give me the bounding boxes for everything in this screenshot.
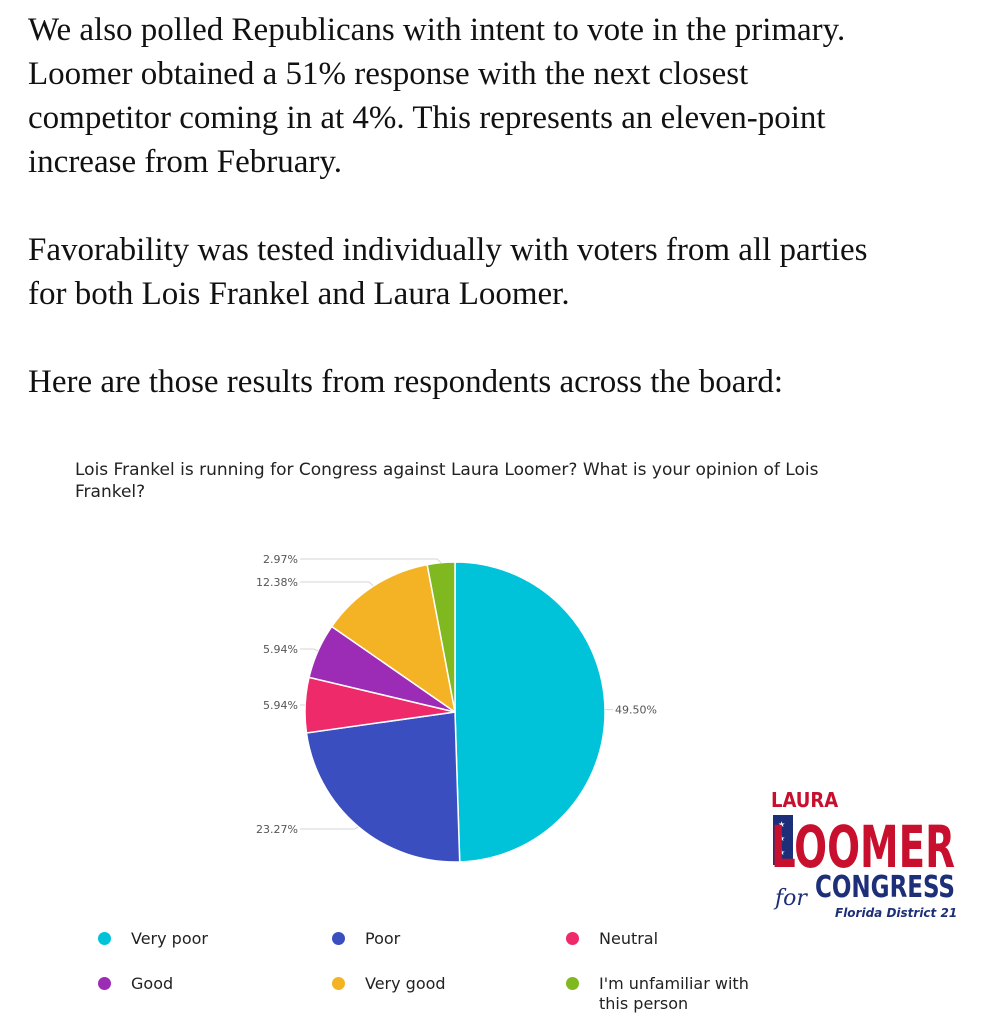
legend-swatch (98, 977, 111, 990)
legend-label: Very good (365, 974, 446, 993)
favorability-paragraph: Favorability was tested individually with voters from all parties for both Lois Frankel and Laura Loomer. (28, 232, 868, 312)
leader-line (300, 582, 373, 586)
chart-legend (0, 925, 999, 1025)
legend-item (566, 974, 769, 1014)
data-label: 5.94% (263, 643, 298, 656)
leader-line (300, 649, 318, 651)
legend-swatch (98, 932, 111, 945)
results-paragraph: Here are those results from respondents across the board: (28, 364, 784, 400)
legend-label: Very poor (131, 929, 208, 948)
svg-text:★: ★ (778, 848, 786, 857)
legend-item (98, 974, 301, 994)
data-label: 49.50% (614, 703, 657, 717)
pie-slice-poor (306, 712, 459, 862)
logo-line3: CONGRESS (815, 870, 955, 905)
legend-label: Good (131, 974, 174, 993)
svg-text:★: ★ (778, 834, 786, 843)
data-label: 5.94% (263, 699, 298, 712)
intro-paragraph: We also polled Republicans with intent to vote in the primary. Loomer obtained a 51% response with the next closest competitor coming in at 4%. This represents an eleven-point increase from February. (28, 12, 846, 180)
legend-item (332, 929, 535, 949)
logo-line2: LOOMER (771, 813, 955, 881)
data-label: 12.38% (256, 576, 298, 589)
chart-title: Lois Frankel is running for Congress against Laura Loomer? What is your opinion of Lois Frankel? (75, 460, 819, 502)
data-label: 2.97% (263, 553, 298, 566)
legend-swatch (566, 932, 579, 945)
legend-label: Poor (365, 929, 401, 948)
legend-label: I'm unfamiliar with this person (599, 974, 749, 1013)
data-label: 23.27% (256, 823, 298, 836)
legend-swatch (566, 977, 579, 990)
legend-item (566, 929, 769, 949)
logo-line4: Florida District 21 (835, 906, 958, 920)
pie-slice-very-poor (455, 562, 605, 862)
campaign-logo (765, 785, 965, 925)
logo-script: for (775, 886, 807, 911)
legend-swatch (332, 932, 345, 945)
legend-item (98, 929, 301, 949)
svg-text:★: ★ (778, 820, 786, 829)
leader-line (300, 559, 441, 563)
legend-swatch (332, 977, 345, 990)
leader-line (300, 827, 358, 829)
logo-line1: LAURA (771, 788, 839, 812)
legend-label: Neutral (599, 929, 659, 948)
legend-item (332, 974, 535, 994)
